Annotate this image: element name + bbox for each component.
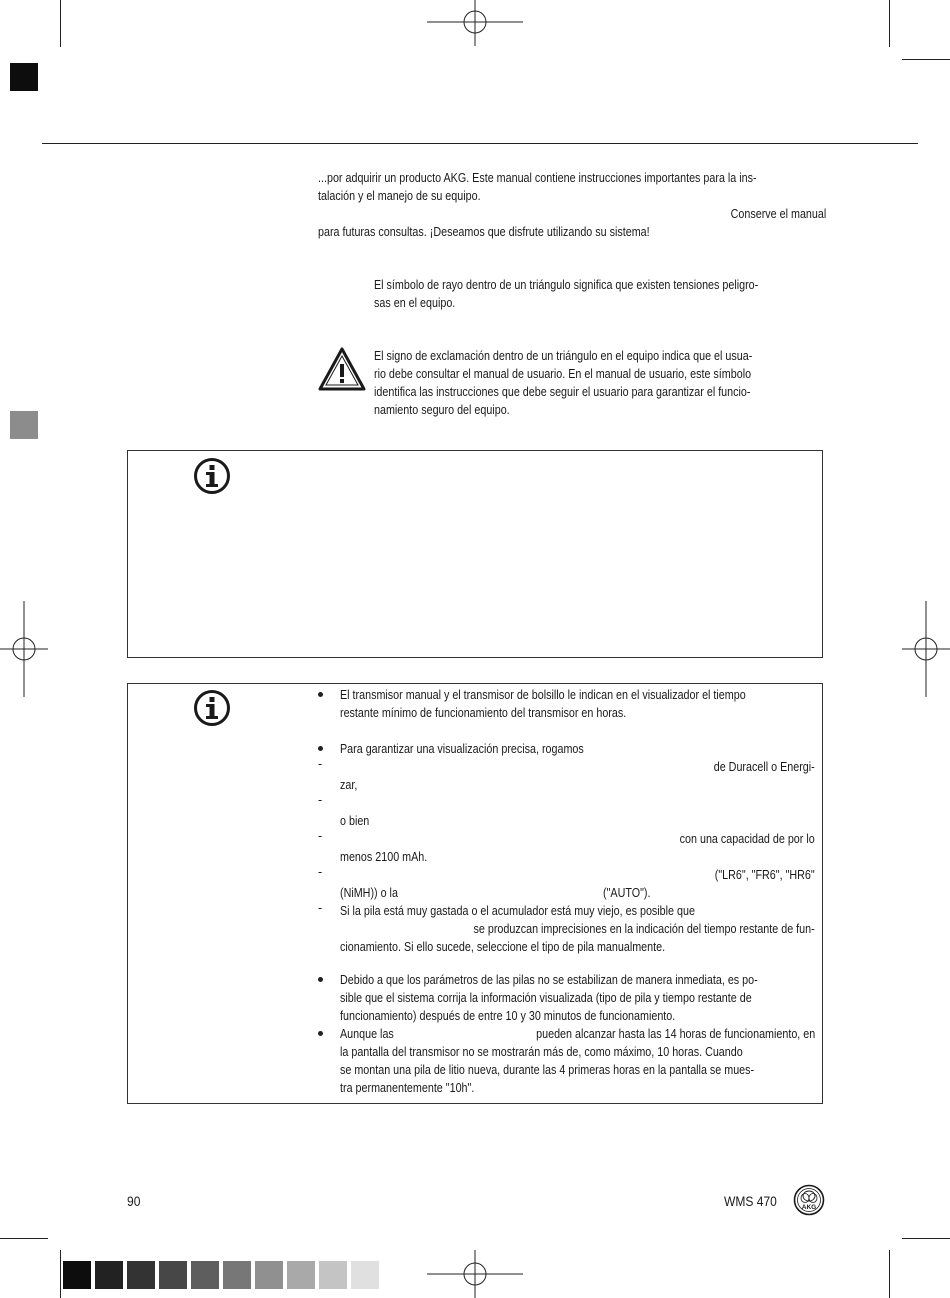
dash-2-line-2: o bien: [340, 814, 370, 828]
svg-text:AKG: AKG: [801, 1204, 817, 1211]
black-tab-marker: [10, 63, 38, 91]
registration-mark-left: [0, 601, 48, 697]
dash-4-line-1: ("LR6", "FR6", "HR6": [714, 868, 815, 882]
color-swatch: [191, 1261, 219, 1289]
exclamation-note-line-1: El signo de exclamación dentro de un triángulo en el equipo indica que el usua-: [374, 349, 753, 363]
intro-line-4: para futuras consultas. ¡Deseamos que disfrute utilizando su sistema!: [318, 225, 650, 239]
lightning-note-line-1: El símbolo de rayo dentro de un triángulo significa que existen tensiones peligro-: [374, 278, 759, 292]
dash-5-line-3: cionamiento. Si ello sucede, seleccione el tipo de pila manualmente.: [340, 940, 666, 954]
color-swatch: [351, 1261, 379, 1289]
bullet-3-line-3: funcionamiento) después de entre 10 y 30 minutos de funcionamiento.: [340, 1009, 676, 1023]
dash-5-line-1: Si la pila está muy gastada o el acumulador está muy viejo, es posible que: [340, 904, 695, 918]
color-swatch: [63, 1261, 91, 1289]
bullet-3-line-2: sible que el sistema corrija la información visualizada (tipo de pila y tiempo restante de: [340, 991, 752, 1005]
color-swatch: [159, 1261, 187, 1289]
header-rule: [42, 143, 918, 144]
info-icon: [193, 689, 231, 732]
bullet-2-line-1: Para garantizar una visualización precisa, rogamos: [340, 742, 584, 756]
crop-mark: [0, 1238, 48, 1239]
dash: -: [318, 901, 323, 915]
dash: -: [318, 793, 323, 807]
bullet: [318, 692, 323, 697]
info-box-empty: [127, 450, 823, 658]
warning-triangle-icon: [318, 347, 366, 396]
intro-line-2: talación y el manejo de su equipo.: [318, 189, 481, 203]
grey-tab-marker: [10, 411, 38, 439]
bullet-4-line-4: tra permanentemente "10h".: [340, 1081, 475, 1095]
intro-line-1: ...por adquirir un producto AKG. Este manual contiene instrucciones importantes para la ins-: [318, 171, 757, 185]
crop-mark: [889, 1250, 890, 1298]
color-swatch: [255, 1261, 283, 1289]
dash: -: [318, 865, 323, 879]
crop-mark: [60, 1250, 61, 1298]
color-swatch: [127, 1261, 155, 1289]
page-number: 90: [127, 1193, 141, 1209]
intro-line-3: Conserve el manual: [730, 207, 827, 221]
crop-mark: [60, 0, 61, 47]
lightning-note-line-2: sas en el equipo.: [374, 296, 456, 310]
registration-mark-bottom: [427, 1250, 523, 1298]
dash-3-line-2: menos 2100 mAh.: [340, 850, 428, 864]
bullet-4-line-2: la pantalla del transmisor no se mostrarán más de, como máximo, 10 horas. Cuando: [340, 1045, 743, 1059]
exclamation-note-line-2: rio debe consultar el manual de usuario. En el manual de usuario, este símbolo: [374, 367, 752, 381]
bullet-4-line-1a: Aunque las: [340, 1027, 394, 1041]
color-swatch: [319, 1261, 347, 1289]
bullet-1-line-1: El transmisor manual y el transmisor de bolsillo le indican en el visualizador el tiempo: [340, 688, 746, 702]
dash: -: [318, 829, 323, 843]
registration-mark-right: [902, 601, 950, 697]
bullet: [318, 1031, 323, 1036]
akg-logo: [793, 1184, 825, 1221]
exclamation-note-line-3: identifica las instrucciones que debe seguir el usuario para garantizar el funcio-: [374, 385, 751, 399]
dash-5-line-2: se produzcan imprecisiones en la indicación del tiempo restante de fun-: [473, 922, 815, 936]
dash-4-line-2a: (NiMH)) o la: [340, 886, 398, 900]
crop-mark: [902, 59, 950, 60]
dash-3-line-1: con una capacidad de por lo: [679, 832, 815, 846]
dash-1-line-1: de Duracell o Energi-: [713, 760, 815, 774]
dash-1-line-2: zar,: [340, 778, 358, 792]
registration-mark-top: [427, 0, 523, 46]
crop-mark: [902, 1238, 950, 1239]
info-icon: [193, 457, 231, 500]
model-name: WMS 470: [724, 1193, 777, 1209]
bullet-4-line-1b: pueden alcanzar hasta las 14 horas de funcionamiento, en: [536, 1027, 816, 1041]
bullet: [318, 746, 323, 751]
crop-mark: [889, 0, 890, 47]
color-swatch: [287, 1261, 315, 1289]
dash: -: [318, 757, 323, 771]
bullet: [318, 977, 323, 982]
bullet-4-line-3: se montan una pila de litio nueva, durante las 4 primeras horas en la pantalla se mues-: [340, 1063, 755, 1077]
color-swatch: [95, 1261, 123, 1289]
dash-4-line-2b: ("AUTO").: [603, 886, 651, 900]
color-swatch: [223, 1261, 251, 1289]
exclamation-note-line-4: namiento seguro del equipo.: [374, 403, 510, 417]
bullet-3-line-1: Debido a que los parámetros de las pilas no se estabilizan de manera inmediata, es po-: [340, 973, 758, 987]
bullet-1-line-2: restante mínimo de funcionamiento del transmisor en horas.: [340, 706, 627, 720]
